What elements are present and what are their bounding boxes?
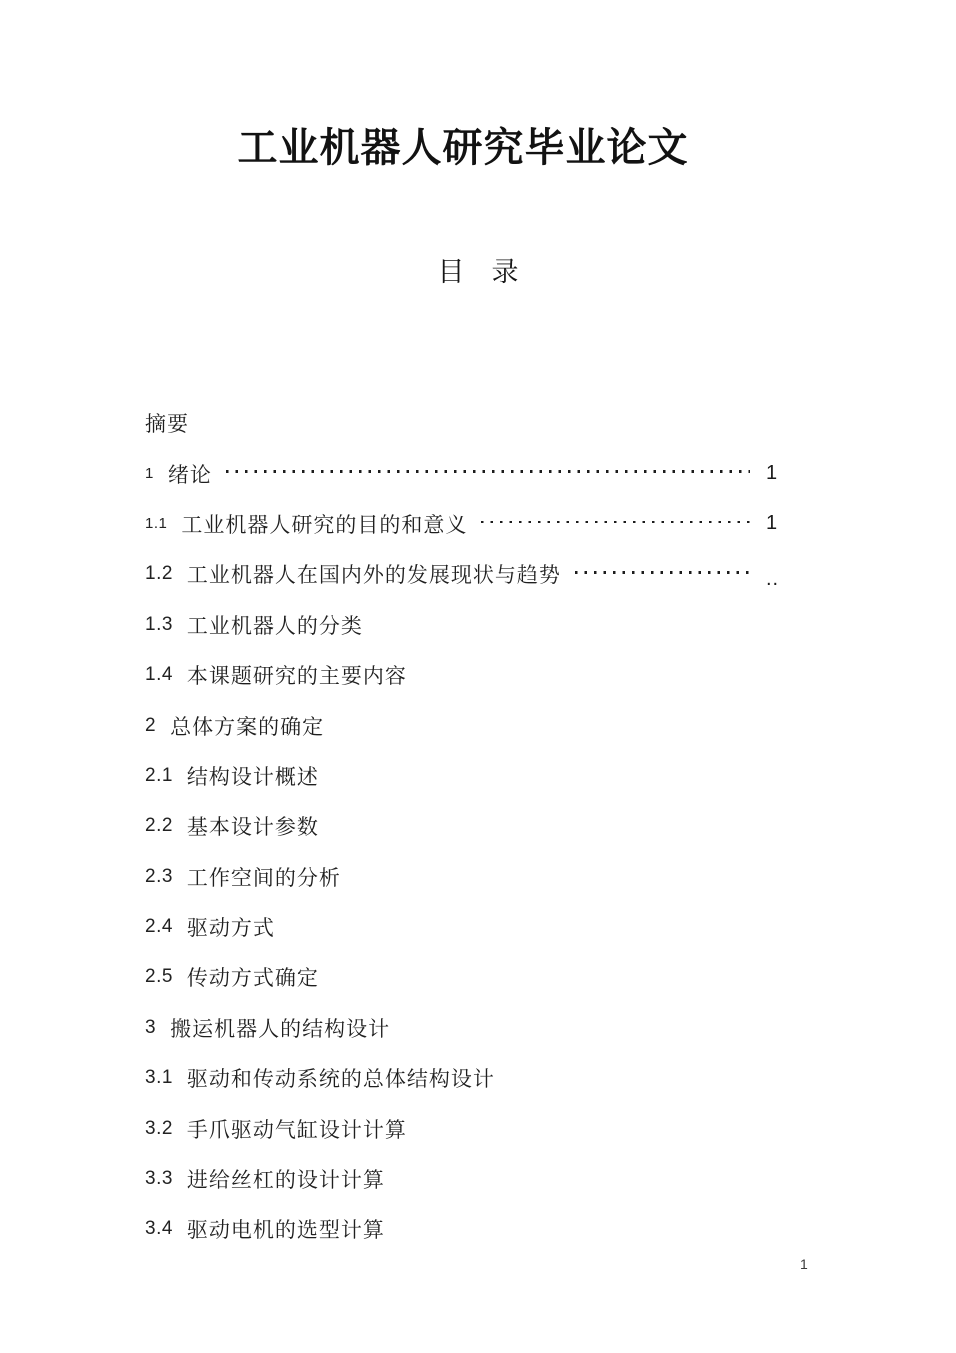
toc-entry-number: 3: [145, 1016, 157, 1038]
toc-entry-page: 1: [766, 462, 778, 485]
toc-entry-label: 手爪驱动气缸设计计算: [186, 1118, 407, 1142]
toc-entry-page: ..: [766, 567, 780, 590]
toc-entry-row: [145, 1003, 812, 1053]
toc-entry-number: 2.1: [145, 764, 173, 786]
document-title: 工业机器人研究毕业论文: [237, 125, 689, 170]
toc-entry-row: [145, 1204, 812, 1254]
toc-entry-number: 1.4: [145, 664, 173, 686]
toc-entry-number: 2: [145, 714, 157, 736]
toc-entry-row: [145, 801, 812, 851]
toc-entry-label: 驱动电机的选型计算: [186, 1219, 385, 1243]
toc-entry-label: 基本设计参数: [186, 816, 319, 840]
toc-abstract-row: [145, 398, 812, 448]
toc-entry-row: [145, 448, 812, 498]
toc-entry-label: 总体方案的确定: [170, 715, 325, 739]
toc-entry-row: [145, 700, 812, 750]
toc-entry-label: 驱动和传动系统的总体结构设计: [186, 1068, 495, 1092]
dot-leader: [481, 521, 750, 524]
toc-entry-row: [145, 1053, 812, 1103]
toc-entry-label: 传动方式确定: [186, 967, 319, 991]
toc-entry-number: 2.3: [145, 865, 173, 887]
toc-entry-number: 1.2: [145, 563, 173, 585]
toc-entry-number: 3.3: [145, 1168, 173, 1190]
toc-entry-label: 工作空间的分析: [186, 866, 341, 890]
toc-entry-number: 1.3: [145, 613, 173, 635]
toc-entry-page: 1: [766, 512, 778, 535]
toc-entry-row: [145, 852, 812, 902]
toc-entry-label: 进给丝杠的设计计算: [186, 1169, 385, 1193]
toc-entry-row: [145, 952, 812, 1002]
toc-entry-label: 结构设计概述: [186, 765, 319, 789]
page-number: 1: [800, 1256, 808, 1272]
toc-entry-row: [145, 1103, 812, 1153]
toc-entry-row: [145, 650, 812, 700]
toc-entry-number: 1.1: [145, 515, 168, 533]
toc-entry-row: [145, 902, 812, 952]
dot-leader: [575, 571, 750, 574]
toc-entry-row: [145, 751, 812, 801]
toc-entry-number: 1: [145, 465, 154, 483]
toc-entry-number: 2.4: [145, 916, 173, 938]
toc-entry-label: 驱动方式: [186, 917, 275, 941]
toc-entry-label: 搬运机器人的结构设计: [170, 1017, 391, 1041]
toc-entry-number: 2.2: [145, 815, 173, 837]
toc-entry-number: 3.4: [145, 1218, 173, 1240]
toc-entry-number: 3.1: [145, 1067, 173, 1089]
toc-entry-row: [145, 600, 812, 650]
toc-entry-label: 工业机器人的分类: [186, 614, 363, 638]
toc-entry-label: 绪论: [167, 463, 212, 487]
toc-abstract-label: 摘要: [145, 413, 189, 437]
toc-entry-label: 本课题研究的主要内容: [186, 665, 407, 689]
toc-entry-row: [145, 549, 812, 599]
toc-entry-number: 3.2: [145, 1117, 173, 1139]
toc-heading: 目 录: [437, 257, 519, 287]
toc-entry-label: 工业机器人研究的目的和意义: [181, 513, 468, 537]
toc-list: [145, 398, 812, 1255]
toc-entry-row: [145, 1154, 812, 1204]
toc-entry-label: 工业机器人在国内外的发展现状与趋势: [186, 564, 561, 588]
toc-entry-row: [145, 499, 812, 549]
dot-leader: [226, 470, 750, 473]
toc-entry-number: 2.5: [145, 966, 173, 988]
